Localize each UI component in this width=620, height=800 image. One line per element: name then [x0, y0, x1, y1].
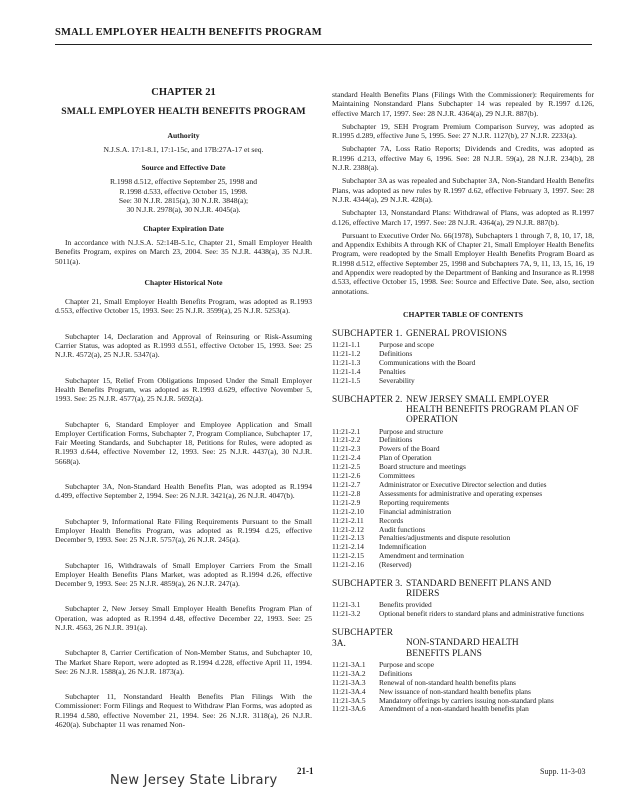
section-number: 11:21-3A.5 [332, 695, 366, 705]
subchapter-label: SUBCHAPTER 3A. [332, 628, 393, 649]
section-number: 11:21-2.9 [332, 497, 361, 507]
subchapter-title-line: HEALTH BENEFITS PROGRAM PLAN OF [406, 405, 579, 416]
section-number: 11:21-2.12 [332, 524, 364, 534]
source-heading: Source and Effective Date [141, 163, 226, 173]
subchapter-title [332, 628, 594, 659]
section-title: Reporting requirements [379, 497, 449, 507]
history-paragraph: Subchapter 3A as was repealed and Subchapter 3A, Non-Standard Health Benefits Plans, was adopted as new rules by R.1997 d.62, effective February 3, 1997. See: 28 N.J.R. 4344(a), 29 N.J.R. 428(a). [332, 176, 594, 204]
history-paragraph: Subchapter 9, Informational Rate Filing Requirements Pursuant to the Small Employer Health Benefits Program, was adopted as R.1994 d.25, effective December 9, 1993. See: 25 N.J.R. 5757(a), 26 N.J.R. 245(a). [55, 516, 312, 545]
section-title: Plan of Operation [379, 453, 432, 463]
section-title: Renewal of non-standard health benefits plans [379, 677, 516, 687]
authority-heading: Authority [167, 130, 200, 140]
source-text [55, 177, 312, 214]
section-number: 11:21-2.11 [332, 515, 364, 525]
section-number: 11:21-2.16 [332, 560, 364, 570]
history-paragraph: standard Health Benefits Plans (Filings With the Commissioner): Requirements for Maintaining Nonstandard Plans Subchapter 14 was repealed by R.1997 d.126, effective March 17, 1997. See: 28 N.J.R. 4364(a), 29 N.J.R. 887(b). [332, 90, 594, 118]
section-title: (Reserved) [379, 560, 412, 570]
history-paragraph: Pursuant to Executive Order No. 66(1978), Subchapters 1 through 7, 8, 10, 17, 18, and Appendix Exhibits A through KK of Chapter 21, Small Employer Health Benefits Program, were readopted by the Small Employer Health Benefits Program Board as R.1998 d.512, effective September 25, 1998 and Subchapters 7A, 9, 11, 13, 15, 16, 19 and Appendix were readopted by the Department of Banking and Insurance as R.1998 d.533, effective October 15, 1998. See: Source and Effective Date. See, also, section annotations. [332, 230, 594, 296]
toc-entry[interactable] [332, 610, 594, 619]
subchapter-title-line: STANDARD BENEFIT PLANS AND [406, 579, 552, 590]
section-title: Definitions [379, 435, 413, 445]
section-title: Audit functions [379, 524, 426, 534]
section-number: 11:21-2.14 [332, 542, 364, 552]
section-title: Penalties [379, 367, 406, 377]
section-number: 11:21-3A.2 [332, 668, 366, 678]
subchapter-label: SUBCHAPTER 2. [332, 394, 403, 405]
history-paragraph: Subchapter 6, Standard Employer and Employee Application and Small Employer Certification Forms, Subchapter 7, Program Compliance, Subchapter 17, Fair Meeting Standards, and Subchapter 18, Petitions for Rules, were adopted as R.1993 d.644, effective November 12, 1993. See: 25 N.J.R. 4437(a), 30 N.J.R. 5668(a). [55, 419, 312, 466]
expiration-text: In accordance with N.J.S.A. 52:14B-5.1c, Chapter 21, Small Employer Health Benefits Program, expires on March 23, 2004. See: 35 N.J.R. 4438(a), 35 N.J.R. 5011(a). [55, 237, 312, 266]
toc-entry[interactable] [332, 359, 594, 368]
toc-entry[interactable] [332, 508, 594, 517]
page-number: 21-1 [297, 766, 314, 776]
section-title: Committees [379, 471, 415, 481]
toc-entry[interactable] [332, 661, 594, 670]
library-watermark: New Jersey State Library [110, 773, 278, 788]
section-number: 11:21-1.5 [332, 376, 361, 386]
section-title: Financial administration [379, 506, 452, 516]
section-number: 11:21-2.4 [332, 453, 361, 463]
history-paragraph: Subchapter 15, Relief From Obligations Imposed Under the Small Employer Health Benefits Program, was adopted as R.1993 d.629, effective November 5, 1993. See: 25 N.J.R. 4577(a), 25 N.J.R. 5692(a). [55, 375, 312, 404]
section-title: Indemnification [379, 542, 427, 552]
section-title: Amendment and termination [379, 551, 464, 561]
history-paragraph: Subchapter 19, SEH Program Premium Comparison Survey, was adopted as R.1995 d.289, effective June 5, 1995. See: 27 N.J.R. 1127(b), 27 N.J.R. 2233(a). [332, 121, 594, 141]
history-paragraph: Subchapter 11, Nonstandard Health Benefits Plan Filings With the Commissioner: Form Filings and Request to Withdraw Plan Forms, was adopted as R.1994 d.580, effective November 21, 1994. See: 26 N.J.R. 3118(a), 26 N.J.R. 4620(a). Subchapter 11 was renamed Non- [55, 692, 312, 730]
section-title: Amendment of a non-standard health benefits plan [379, 704, 529, 714]
subchapter-label: SUBCHAPTER 3. [332, 579, 403, 590]
authority-text: N.J.S.A. 17:1-8.1, 17:1-15c, and 17B:27A-17 et seq. [103, 144, 264, 154]
section-number: 11:21-1.1 [332, 340, 361, 350]
header-rule [55, 44, 592, 45]
toc-entry[interactable] [332, 445, 594, 454]
running-head: SMALL EMPLOYER HEALTH BENEFITS PROGRAM [55, 27, 322, 38]
subchapter-title-line: BENEFITS PLANS [406, 648, 482, 659]
history-heading: Chapter Historical Note [144, 277, 223, 287]
section-number: 11:21-3A.6 [332, 704, 366, 714]
section-title: Administrator or Executive Director selection and duties [379, 480, 547, 490]
section-number: 11:21-2.15 [332, 551, 364, 561]
history-paragraph: Subchapter 3A, Non-Standard Health Benefits Plan, was adopted as R.1994 d.499, effective September 2, 1994. See: 26 N.J.R. 3421(a), 26 N.J.R. 4047(b). [55, 482, 312, 501]
history-paragraph: Subchapter 16, Withdrawals of Small Employer Carriers From the Small Employer Health Benefits Plans Market, was adopted as R.1994 d.26, effective December 9, 1993. See: 25 N.J.R. 4859(a), 26 N.J.R. 247(a). [55, 560, 312, 589]
toc-entry[interactable] [332, 517, 594, 526]
subchapter-label: SUBCHAPTER 1. [332, 329, 403, 340]
toc-entry[interactable] [332, 490, 594, 499]
subchapter-title-line: OPERATION [406, 415, 459, 426]
section-number: 11:21-2.2 [332, 435, 361, 445]
history-paragraph: Subchapter 13, Nonstandard Plans: Withdrawal of Plans, was adopted as R.1997 d.126, effective March 17, 1997. See: 28 N.J.R. 4364(a), 29 N.J.R. 887(b). [332, 208, 594, 227]
section-number: 11:21-3A.1 [332, 659, 366, 669]
expiration-heading: Chapter Expiration Date [143, 223, 224, 233]
section-title: Definitions [379, 668, 413, 678]
toc-entry[interactable] [332, 552, 594, 561]
toc-entry[interactable] [332, 428, 594, 437]
supplement-date: Supp. 11-3-03 [540, 767, 586, 776]
subchapter-title-line: RIDERS [406, 589, 440, 600]
section-title: Purpose and scope [379, 659, 435, 669]
section-number: 11:21-3A.3 [332, 677, 366, 687]
section-title: Benefits provided [379, 600, 432, 610]
section-number: 11:21-1.4 [332, 367, 361, 377]
section-title: Board structure and meetings [379, 462, 466, 472]
subchapter-title [332, 395, 594, 426]
subchapter-title-line: NON-STANDARD HEALTH [406, 638, 519, 649]
toc-entry[interactable] [332, 341, 594, 350]
section-number: 11:21-2.8 [332, 488, 361, 498]
subchapter-title-line: GENERAL PROVISIONS [406, 329, 507, 340]
toc-entry[interactable] [332, 561, 594, 570]
toc-subchapter [332, 628, 594, 714]
section-title: Communications with the Board [379, 358, 476, 368]
toc-entry[interactable] [332, 499, 594, 508]
section-number: 11:21-2.1 [332, 426, 361, 436]
section-title: Optional benefit riders to standard plans and administrative functions [379, 609, 584, 619]
source-line: See: 30 N.J.R. 2815(a), 30 N.J.R. 3848(a); [118, 196, 249, 206]
section-title: Penalties/adjustments and dispute resolution [379, 533, 511, 543]
section-number: 11:21-3A.4 [332, 686, 366, 696]
toc-subchapter [332, 579, 594, 619]
section-number: 11:21-2.10 [332, 506, 364, 516]
toc-entry[interactable] [332, 377, 594, 386]
toc-entry[interactable] [332, 368, 594, 377]
section-title: Powers of the Board [379, 444, 440, 454]
toc-subchapter [332, 329, 594, 386]
toc-entry[interactable] [332, 463, 594, 472]
section-title: Assessments for administrative and operating expenses [379, 488, 543, 498]
section-number: 11:21-3.1 [332, 600, 361, 610]
history-paragraph: Subchapter 8, Carrier Certification of Non-Member Status, and Subchapter 10, The Market Share Report, were adopted as R.1994 d.228, effective April 11, 1994. See: 26 N.J.R. 1588(a), 26 N.J.R. 1873(a). [55, 648, 312, 676]
section-number: 11:21-1.2 [332, 349, 361, 359]
history-paragraph: Subchapter 2, New Jersey Small Employer Health Benefits Program Plan of Operation, was adopted as R.1994 d.48, effective December 22, 1993. See: 25 N.J.R. 4563, 26 N.J.R. 391(a). [55, 604, 312, 632]
section-number: 11:21-1.3 [332, 358, 361, 368]
history-paragraph: Subchapter 7A, Loss Ratio Reports; Dividends and Credits, was adopted as R.1996 d.213, effective May 6, 1996. See: 28 N.J.R. 59(a), 28 N.J.R. 234(b), 28 N.J.R. 2388(a). [332, 144, 594, 173]
subchapter-title-line: NEW JERSEY SMALL EMPLOYER [406, 394, 550, 405]
section-title: New issuance of non-standard health benefits plans [379, 686, 531, 696]
toc-entry[interactable] [332, 534, 594, 543]
section-number: 11:21-2.7 [332, 480, 361, 490]
toc-entry[interactable] [332, 705, 594, 714]
history-paragraph: Subchapter 14, Declaration and Approval of Reinsuring or Risk-Assuming Carrier Status, was adopted as R.1993 d.551, effective October 15, 1993. See: 25 N.J.R. 4572(a), 25 N.J.R. 5347(a). [55, 331, 312, 360]
section-title: Definitions [379, 349, 413, 359]
toc-subchapter [332, 395, 594, 570]
section-title: Severability [379, 376, 415, 386]
section-title: Purpose and structure [379, 426, 444, 436]
history-paragraph: Chapter 21, Small Employer Health Benefits Program, was adopted as R.1993 d.553, effective October 15, 1993. See: 25 N.J.R. 3599(a), 25 N.J.R. 5253(a). [55, 297, 312, 316]
section-title: Mandatory offerings by carriers issuing non-standard plans [379, 695, 554, 705]
subchapter-title [332, 579, 594, 599]
source-line: R.1998 d.512, effective September 25, 1998 and [109, 177, 258, 187]
chapter-number: CHAPTER 21 [151, 87, 216, 98]
section-number: 11:21-2.3 [332, 444, 361, 454]
chapter-title: SMALL EMPLOYER HEALTH BENEFITS PROGRAM [61, 106, 306, 118]
section-number: 11:21-3.2 [332, 609, 361, 619]
section-number: 11:21-2.6 [332, 471, 361, 481]
toc-heading: CHAPTER TABLE OF CONTENTS [403, 309, 523, 319]
source-line: R.1998 d.533, effective October 15, 1998. [119, 186, 248, 196]
section-number: 11:21-2.5 [332, 462, 361, 472]
source-line: 30 N.J.R. 2978(a), 30 N.J.R. 4045(a). [126, 205, 241, 215]
subchapter-title [332, 329, 594, 339]
section-number: 11:21-2.13 [332, 533, 364, 543]
right-column [332, 90, 594, 714]
section-title: Records [379, 515, 404, 525]
left-column [55, 88, 312, 729]
toc-entry[interactable] [332, 436, 594, 445]
section-title: Purpose and scope [379, 340, 435, 350]
